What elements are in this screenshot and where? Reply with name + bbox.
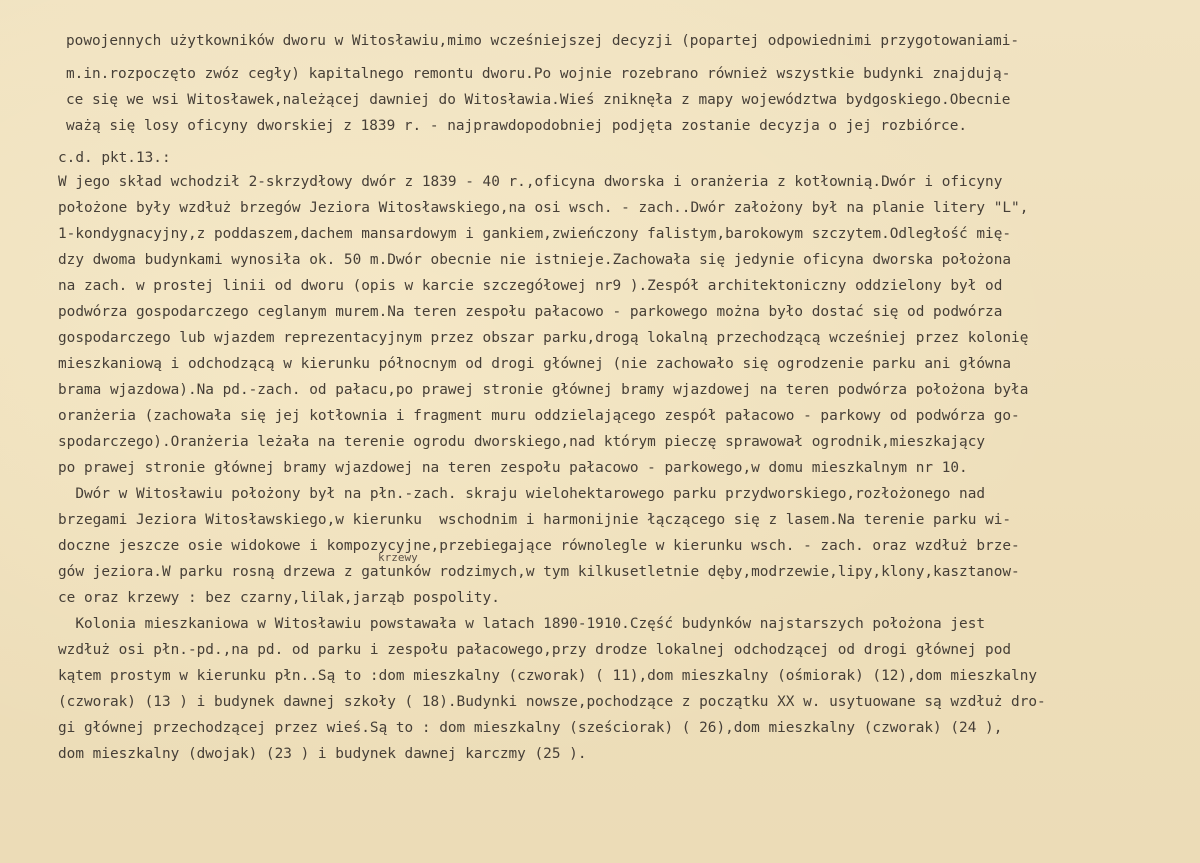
interlinear-note: krzewy <box>378 551 418 564</box>
text-line-7: położone były wzdłuż brzegów Jeziora Witosławskiego,na osi wsch. - zach..Dwór założony był na planie litery "L", <box>58 200 1029 216</box>
text-line-19: brzegami Jeziora Witosławskiego,w kierunku wschodnim i harmonijnie łączącego się z lasem.Na terenie parku wi- <box>58 512 1012 528</box>
text-line-10: na zach. w prostej linii od dworu (opis w karcie szczegółowej nr9 ).Zespół architektoniczny oddzielony był od <box>58 278 1003 294</box>
text-line-20: doczne jeszcze osie widokowe i kompozycyjne,przebiegające równolegle w kierunku wsch. - zach. oraz wzdłuż brze- <box>58 538 1020 554</box>
text-line-27: gi głównej przechodzącej przez wieś.Są to : dom mieszkalny (sześciorak) ( 26),dom mieszkalny (czworak) (24 ), <box>58 720 1003 736</box>
text-line-21: gów jeziora.W parku rosną drzewa z gatunków rodzimych,w tym kilkusetletnie dęby,modrzewie,lipy,klony,kasztanow- <box>58 564 1020 580</box>
text-line-1: powojennych użytkowników dworu w Witosławiu,mimo wcześniejszej decyzji (popartej odpowiednimi przygotowaniami- <box>66 33 1020 49</box>
text-line-3: ce się we wsi Witosławek,należącej dawniej do Witosławia.Wieś zniknęła z mapy województwa bydgoskiego.Obecnie <box>66 92 1011 108</box>
text-line-22: ce oraz krzewy : bez czarny,lilak,jarząb pospolity. <box>58 590 500 606</box>
text-line-26: (czworak) (13 ) i budynek dawnej szkoły ( 18).Budynki nowsze,pochodzące z początku XX w. usytuowane są wzdłuż dro- <box>58 694 1046 710</box>
text-line-6: W jego skład wchodził 2-skrzydłowy dwór z 1839 - 40 r.,oficyna dworska i oranżeria z kotłownią.Dwór i oficyny <box>58 174 1003 190</box>
text-line-24: wzdłuż osi płn.-pd.,na pd. od parku i zespołu pałacowego,przy drodze lokalnej odchodzącej od drogi głównej pod <box>58 642 1012 658</box>
text-line-28: dom mieszkalny (dwojak) (23 ) i budynek dawnej karczmy (25 ). <box>58 746 587 762</box>
text-line-15: oranżeria (zachowała się jej kotłownia i fragment muru oddzielającego zespół pałacowo - parkowy od podwórza go- <box>58 408 1020 424</box>
text-line-16: spodarczego).Oranżeria leżała na terenie ogrodu dworskiego,nad którym pieczę sprawował ogrodnik,mieszkający <box>58 434 986 450</box>
text-line-4: ważą się losy oficyny dworskiej z 1839 r. - najprawdopodobniej podjęta zostanie decyzja o jej rozbiórce. <box>66 118 968 134</box>
text-line-9: dzy dwoma budynkami wynosiła ok. 50 m.Dwór obecnie nie istnieje.Zachowała się jedynie oficyna dworska położona <box>58 252 1012 268</box>
text-line-11: podwórza gospodarczego ceglanym murem.Na teren zespołu pałacowo - parkowego można było dostać się od podwórza <box>58 304 1003 320</box>
text-line-12: gospodarczego lub wjazdem reprezentacyjnym przez obszar parku,drogą lokalną przechodzącą wcześniej przez kolonię <box>58 330 1029 346</box>
text-line-23: Kolonia mieszkaniowa w Witosławiu powstawała w latach 1890-1910.Część budynków najstarszych położona jest <box>58 616 986 632</box>
text-line-17: po prawej stronie głównej bramy wjazdowej na teren zespołu pałacowo - parkowego,w domu mieszkalnym nr 10. <box>58 460 968 476</box>
text-line-25: kątem prostym w kierunku płn..Są to :dom mieszkalny (czworak) ( 11),dom mieszkalny (ośmiorak) (12),dom mieszkalny <box>58 668 1038 684</box>
text-line-13: mieszkaniową i odchodzącą w kierunku północnym od drogi głównej (nie zachowało się ogrodzenie parku ani główna <box>58 356 1012 372</box>
text-line-14: brama wjazdowa).Na pd.-zach. od pałacu,po prawej stronie głównej bramy wjazdowej na teren podwórza położona była <box>58 382 1029 398</box>
text-line-18: Dwór w Witosławiu położony był na płn.-zach. skraju wielohektarowego parku przydworskiego,rozłożonego nad <box>58 486 986 502</box>
text-line-8: 1-kondygnacyjny,z poddaszem,dachem mansardowym i gankiem,zwieńczony falistym,barokowym szczytem.Odległość mię- <box>58 226 1012 242</box>
section-heading: c.d. pkt.13.: <box>58 150 171 166</box>
text-line-2: m.in.rozpoczęto zwóz cegły) kapitalnego remontu dworu.Po wojnie rozebrano również wszystkie budynki znajdują- <box>66 66 1011 82</box>
